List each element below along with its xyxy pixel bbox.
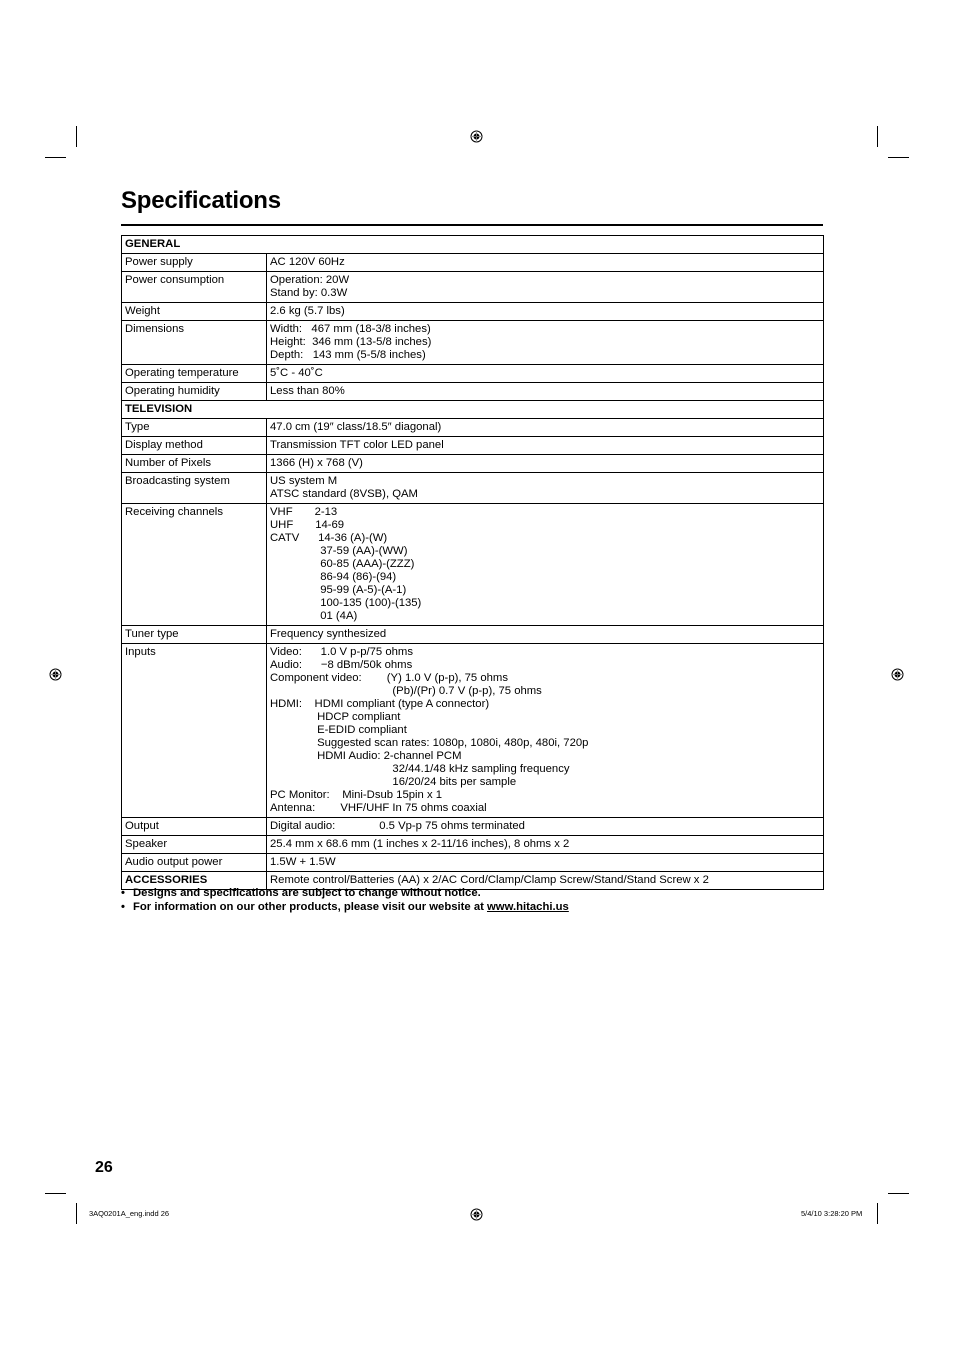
table-row [122,254,824,272]
spec-value-line: HDMI: HDMI compliant (type A connector) [270,698,490,710]
spec-value [267,504,824,626]
spec-value-line: CATV 14-36 (A)-(W) [270,532,388,544]
table-row [122,854,824,872]
spec-value-line: Antenna: VHF/UHF In 75 ohms coaxial [270,802,487,814]
crop-mark [888,157,909,158]
spec-value-line: Video: 1.0 V p-p/75 ohms [270,646,413,658]
note-text: For information on our other products, please visit our website at [133,900,488,913]
spec-value-line: Height: 346 mm (13-5/8 inches) [270,336,432,348]
spec-value-line: 5˚C - 40˚C [270,367,323,379]
crop-mark [76,1203,77,1224]
note-text: Designs and specifications are subject to change without notice. [133,887,481,899]
bullet-icon: • [121,900,125,913]
table-row [122,473,824,504]
spec-value-line: Frequency synthesized [270,628,387,640]
spec-value-line: 100-135 (100)-(135) [270,597,422,609]
spec-value [267,303,824,321]
table-row [122,818,824,836]
page-title: Specifications [121,187,281,214]
table-row [122,303,824,321]
spec-value-line: 1.5W + 1.5W [270,856,336,868]
spec-label: Number of Pixels [122,455,267,473]
spec-value-line: Operation: 20W [270,274,350,286]
spec-label: Power consumption [122,272,267,303]
spec-label: Inputs [122,644,267,818]
spec-value [267,818,824,836]
spec-value-line: 16/20/24 bits per sample [270,776,517,788]
spec-value-line: Audio: −8 dBm/50k ohms [270,659,413,671]
spec-value-line: 01 (4A) [270,610,358,622]
spec-value [267,437,824,455]
registration-mark-icon [470,130,483,143]
table-row [122,383,824,401]
spec-label: Operating temperature [122,365,267,383]
spec-label: Broadcasting system [122,473,267,504]
spec-value-line: 47.0 cm (19″ class/18.5″ diagonal) [270,421,442,433]
accessories-label: ACCESSORIES [122,872,267,890]
spec-value [267,626,824,644]
spec-label: Speaker [122,836,267,854]
title-underline [121,224,823,226]
spec-label: Display method [122,437,267,455]
table-row [122,437,824,455]
spec-label: Weight [122,303,267,321]
spec-value [267,455,824,473]
spec-label: Type [122,419,267,437]
spec-value-line: 32/44.1/48 kHz sampling frequency [270,763,570,775]
spec-label: Dimensions [122,321,267,365]
spec-value-line: 1366 (H) x 768 (V) [270,457,363,469]
spec-value [267,854,824,872]
table-row [122,455,824,473]
accessories-value: Remote control/Batteries (AA) x 2/AC Cord/Clamp/Clamp Screw/Stand/Stand Screw x 2 [267,872,824,890]
spec-value-line: HDMI Audio: 2-channel PCM [270,750,462,762]
spec-value [267,272,824,303]
note-item [121,887,569,901]
registration-mark-icon [470,1208,483,1221]
spec-value-line: Width: 467 mm (18-3/8 inches) [270,323,431,335]
crop-mark [76,126,77,147]
spec-value-line: 60-85 (AAA)-(ZZZ) [270,558,415,570]
spec-value [267,365,824,383]
spec-value-line: Transmission TFT color LED panel [270,439,444,451]
spec-label: Audio output power [122,854,267,872]
spec-label: Power supply [122,254,267,272]
crop-mark [888,1193,909,1194]
spec-value [267,473,824,504]
spec-value-line: Suggested scan rates: 1080p, 1080i, 480p, 480i, 720p [270,737,589,749]
table-row [122,504,824,626]
spec-value-line: Depth: 143 mm (5-5/8 inches) [270,349,426,361]
spec-value-line: AC 120V 60Hz [270,256,345,268]
website-link[interactable]: www.hitachi.us [487,900,569,913]
spec-value-line: Digital audio: 0.5 Vp-p 75 ohms terminated [270,820,525,832]
crop-mark [877,1203,878,1224]
spec-value [267,644,824,818]
table-row [122,321,824,365]
spec-value-line: 25.4 mm x 68.6 mm (1 inches x 2-11/16 inches), 8 ohms x 2 [270,838,570,850]
section-header-row [122,236,824,254]
spec-value-line: HDCP compliant [270,711,401,723]
table-row [122,626,824,644]
section-header: TELEVISION [122,401,824,419]
spec-value-line: E-EDID compliant [270,724,407,736]
section-header: GENERAL [122,236,824,254]
spec-value [267,836,824,854]
spec-value-line: 86-94 (86)-(94) [270,571,397,583]
table-row [122,419,824,437]
spec-value-line: 95-99 (A-5)-(A-1) [270,584,407,596]
spec-table [121,235,824,890]
crop-mark [45,1193,66,1194]
spec-table-body [122,236,824,890]
spec-label: Tuner type [122,626,267,644]
registration-mark-icon [891,668,904,681]
footer-timestamp: 5/4/10 3:28:20 PM [801,1209,863,1218]
spec-value-line: US system M [270,475,338,487]
spec-value [267,383,824,401]
bullet-icon: • [121,887,125,899]
footer-file-name: 3AQ0201A_eng.indd 26 [89,1209,170,1218]
spec-value-line: PC Monitor: Mini-Dsub 15pin x 1 [270,789,443,801]
spec-value-line: VHF 2-13 [270,506,338,518]
spec-value-line: (Pb)/(Pr) 0.7 V (p-p), 75 ohms [270,685,542,697]
spec-label: Output [122,818,267,836]
spec-value [267,254,824,272]
spec-value [267,321,824,365]
crop-mark [877,126,878,147]
spec-value-line: 37-59 (AA)-(WW) [270,545,408,557]
spec-value-line: Stand by: 0.3W [270,287,348,299]
table-row [122,644,824,818]
spec-value [267,419,824,437]
table-row [122,365,824,383]
note-item [121,901,569,915]
spec-value-line: 2.6 kg (5.7 lbs) [270,305,345,317]
table-row [122,272,824,303]
spec-value-line: Component video: (Y) 1.0 V (p-p), 75 ohms [270,672,508,684]
notes [121,887,569,914]
page-number: 26 [95,1159,113,1176]
table-row [122,836,824,854]
spec-value-line: Less than 80% [270,385,345,397]
spec-value-line: ATSC standard (8VSB), QAM [270,488,418,500]
spec-label: Operating humidity [122,383,267,401]
registration-mark-icon [49,668,62,681]
section-header-row [122,401,824,419]
spec-label: Receiving channels [122,504,267,626]
crop-mark [45,157,66,158]
spec-value-line: UHF 14-69 [270,519,345,531]
